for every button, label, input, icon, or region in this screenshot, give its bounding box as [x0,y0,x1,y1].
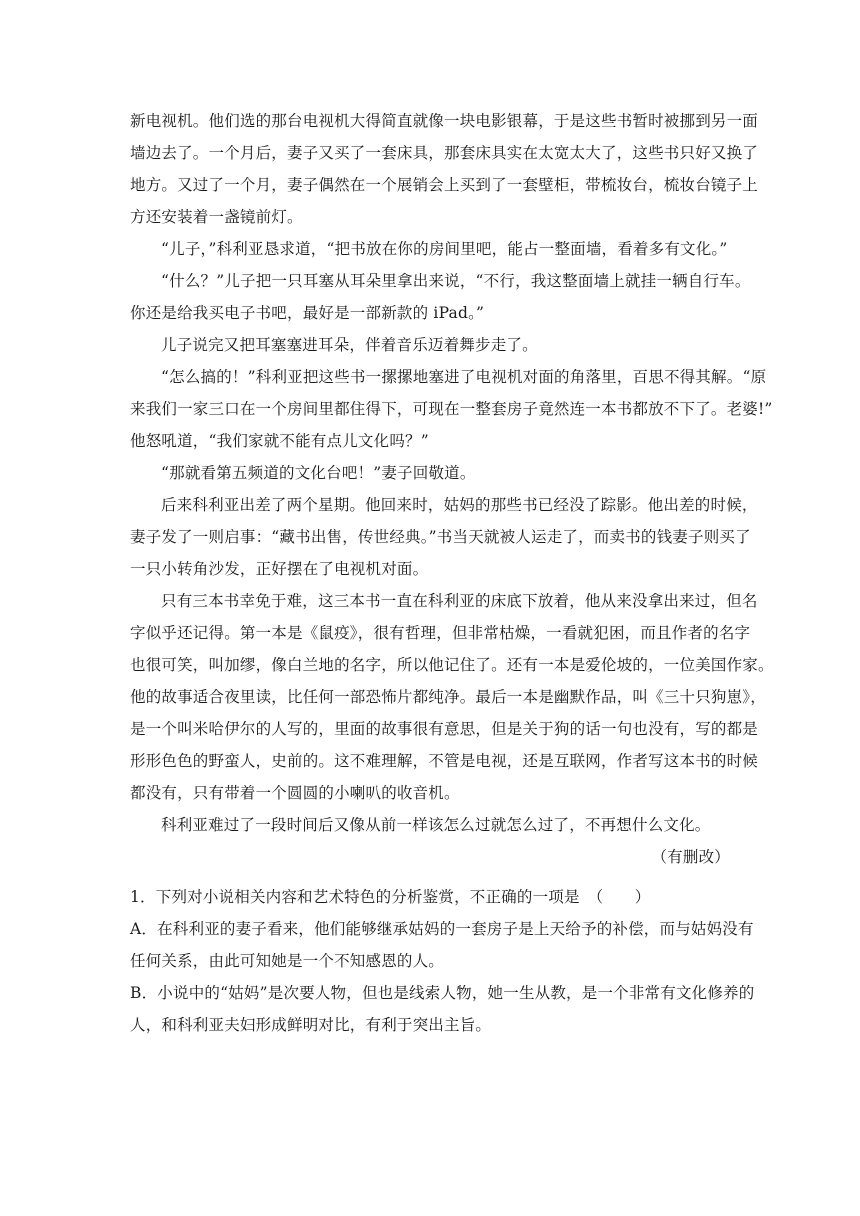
question-options [130,913,755,1041]
option-line: 任何关系，由此可知她是一个不知感恩的人。 [130,952,445,970]
story-line: 儿子说完又把耳塞塞进耳朵，伴着音乐迈着舞步走了。 [161,336,538,354]
story-line: 都没有，只有带着一个圆圆的小喇叭的收音机。 [130,784,460,802]
story-line: 他的故事适合夜里读，比任何一部恐怖片都纯净。最后一本是幽默作品，叫《三十只狗崽》， [130,688,766,706]
document-page [130,105,774,1041]
story-line: 你还是给我买电子书吧，最好是一部新款的 iPad。” [130,304,485,322]
option-line: B．小说中的“姑妈”是次要人物，但也是线索人物，她一生从教，是一个非常有文化修养的 [130,984,755,1002]
story-line: 一只小转角沙发，正好摆在了电视机对面。 [130,560,429,578]
story-line: 是一个叫米哈伊尔的人写的，里面的故事很有意思，但是关于狗的话一句也没有，写的都是 [130,720,759,738]
story-line: “那就看第五频道的文化台吧！”妻子回敬道。 [161,464,476,482]
story-line: 墙边去了。一个月后，妻子又买了一套床具，那套床具实在太宽太大了，这些书只好又换了 [130,144,759,162]
question-block [130,881,755,1041]
story-line: 也很可笑，叫加缪，像白兰地的名字，所以他记住了。还有一本是爱伦坡的，一位美国作家。 [130,656,774,674]
story-line: “什么？”儿子把一只耳塞从耳朵里拿出来说，“不行，我这整面墙上就挂一辆自行车。 [161,272,751,290]
question-stem: 1．下列对小说相关内容和艺术特色的分析鉴赏，不正确的一项是 （ ） [130,888,651,906]
story-line: 后来科利亚出差了两个星期。他回来时，姑妈的那些书已经没了踪影。他出差的时候， [161,496,758,514]
option-a [130,913,754,977]
option-line: A．在科利亚的妻子看来，他们能够继承姑妈的一套房子是上天给予的补偿，而与姑妈没有 [130,920,754,938]
story-line: “儿子，”科利亚恳求道，“把书放在你的房间里吧，能占一整面墙，看着多有文化。” [161,240,728,258]
story-line: 妻子发了一则启事：“藏书出售，传世经典。”书当天就被人运走了，而卖书的钱妻子则买了 [130,528,751,546]
edit-note: （有删改） [651,848,730,866]
story-line: 只有三本书幸免于难，这三本书一直在科利亚的床底下放着，他从来没拿出来过，但名 [161,592,758,610]
story-line: 地方。又过了一个月，妻子偶然在一个展销会上买到了一套壁柜，带梳妆台，梳妆台镜子上 [130,176,759,194]
story-line: 他怒吼道，“我们家就不能有点儿文化吗？” [130,432,429,450]
story-line: 字似乎还记得。第一本是《鼠疫》，很有哲理，但非常枯燥，一看就犯困，而且作者的名字 [130,624,751,642]
story-line: “怎么搞的！”科利亚把这些书一摞摞地塞进了电视机对面的角落里，百思不得其解。“原 [161,368,767,386]
story-text [130,105,774,841]
story-line: 新电视机。他们选的那台电视机大得简直就像一块电影银幕，于是这些书暂时被挪到另一面 [130,112,759,130]
story-line: 科利亚难过了一段时间后又像从前一样该怎么过就怎么过了，不再想什么文化。 [161,816,711,834]
story-line: 方还安装着一盏镜前灯。 [130,208,303,226]
story-line: 来我们一家三口在一个房间里都住得下，可现在一整套房子竟然连一本书都放不下了。老婆!” [130,400,773,418]
option-b [130,977,755,1041]
option-line: 人，和科利亚夫妇形成鲜明对比，有利于突出主旨。 [130,1016,492,1034]
story-line: 形形色色的野蛮人，史前的。这不难理解，不管是电视，还是互联网，作者写这本书的时候 [130,752,759,770]
